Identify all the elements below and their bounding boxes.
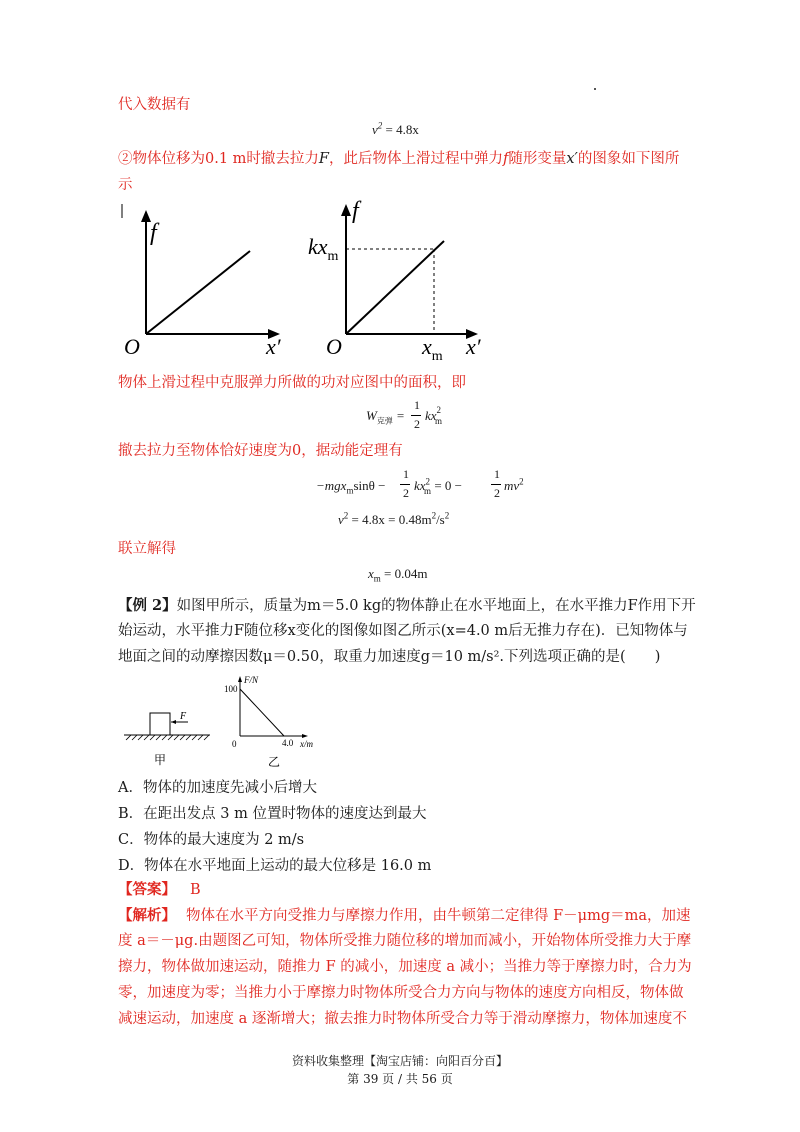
text-line-2: ②物体位移为0.1 m时撤去拉力F，此后物体上滑过程中弹力f随形变量x′的图象如下图所 xyxy=(118,151,680,167)
yi-force-line xyxy=(240,689,284,736)
example-line-3: 地面之间的动摩擦因数μ＝0.50，取重力加速度g＝10 m/s².下列选项正确的是( ) xyxy=(118,649,661,665)
footer-page-number: 第 39 页 / 共 56 页 xyxy=(347,1072,453,1086)
right-y-arrow xyxy=(341,204,351,216)
analysis-line-4: 零，加速度为零；当推力小于摩擦力时物体所受合力方向与物体的速度方向相反，物体做 xyxy=(118,985,684,1001)
f-x-graphs xyxy=(110,196,510,366)
footer-source: 资料收集整理【淘宝店铺：向阳百分百】 xyxy=(291,1054,508,1068)
text-line-4: 物体上滑过程中克服弹力所做的功对应图中的面积，即 xyxy=(118,375,466,391)
text-line-5: 撤去拉力至物体恰好速度为0，据动能定理有 xyxy=(118,443,403,459)
left-f-line xyxy=(146,251,250,334)
option-d: D．物体在水平地面上运动的最大位移是 16.0 m xyxy=(118,858,432,874)
figure-jia-yi xyxy=(118,674,348,774)
analysis-line-3: 擦力，物体做加速运动，随推力 F 的减小，加速度 a 减小；当推力等于摩擦力时，合力为 xyxy=(118,959,692,975)
equation-energy: −mgx$_m$sinθ − 1 2 $kx^2_m = 0$ − 1 2 $mv^2$ xyxy=(316,467,524,500)
equation-xm: $x_m = 0.04m$ xyxy=(368,566,428,584)
jia-label: 甲 xyxy=(154,753,167,767)
analysis-line-1: 【解析】 物体在水平方向受推力与摩擦力作用，由牛顿第二定律得 F－μmg＝ma，加速 xyxy=(118,907,691,924)
yi-x-axis-label: x/m xyxy=(300,739,313,749)
analysis-line-2: 度 a＝－μg.由题图乙可知，物体所受推力随位移的增加而减小，开始物体所受推力大于摩 xyxy=(118,933,692,949)
right-x-label: x′ xyxy=(466,334,481,359)
equation-v2-value: $v^2 = 4.8x = 0.48m^2/s^2$ xyxy=(338,510,450,527)
right-xtick-label: $x_m$ xyxy=(422,334,443,364)
left-origin-label: O xyxy=(124,334,140,359)
text-line-3: 示 xyxy=(118,177,133,193)
text-line-6: 联立解得 xyxy=(118,541,176,557)
option-c: C．物体的最大速度为 2 m/s xyxy=(118,832,305,848)
yi-y-axis-label: F/N xyxy=(244,675,259,685)
example-line-1: 【例 2】如图甲所示，质量为m＝5.0 kg的物体静止在水平地面上，在水平推力F作用下开 xyxy=(118,597,696,614)
text-line-1: 代入数据有 xyxy=(118,97,191,113)
yi-y-value: 100 xyxy=(224,684,238,694)
block xyxy=(150,713,170,735)
equation-v2: $v^2 = 4.8x$ xyxy=(372,120,419,137)
right-ytick-label: $kx_m$ xyxy=(308,234,339,264)
yi-x-zero: 0 xyxy=(232,739,237,749)
ground-hatch xyxy=(126,735,209,740)
force-label: F xyxy=(180,711,187,722)
right-origin-label: O xyxy=(326,334,342,359)
example-line-2: 始运动，水平推力F随位移x变化的图像如图乙所示(x=4.0 m后无推力存在)．已知物体与 xyxy=(118,623,688,639)
option-a: A．物体的加速度先减小后增大 xyxy=(118,780,317,796)
left-f-label: f xyxy=(150,220,157,246)
option-b: B．在距出发点 3 m 位置时物体的速度达到最大 xyxy=(118,806,427,822)
right-f-label: f xyxy=(352,198,359,224)
right-f-line xyxy=(346,241,444,334)
left-x-label: x′ xyxy=(266,334,281,359)
scan-dot xyxy=(594,88,596,90)
yi-x-value: 4.0 xyxy=(282,738,294,748)
yi-label: 乙 xyxy=(268,755,281,769)
analysis-line-5: 减速运动，加速度 a 逐渐增大；撤去推力时物体所受合力等于滑动摩擦力，物体加速度不 xyxy=(118,1011,687,1027)
answer-line: 【答案】 B xyxy=(118,881,201,898)
